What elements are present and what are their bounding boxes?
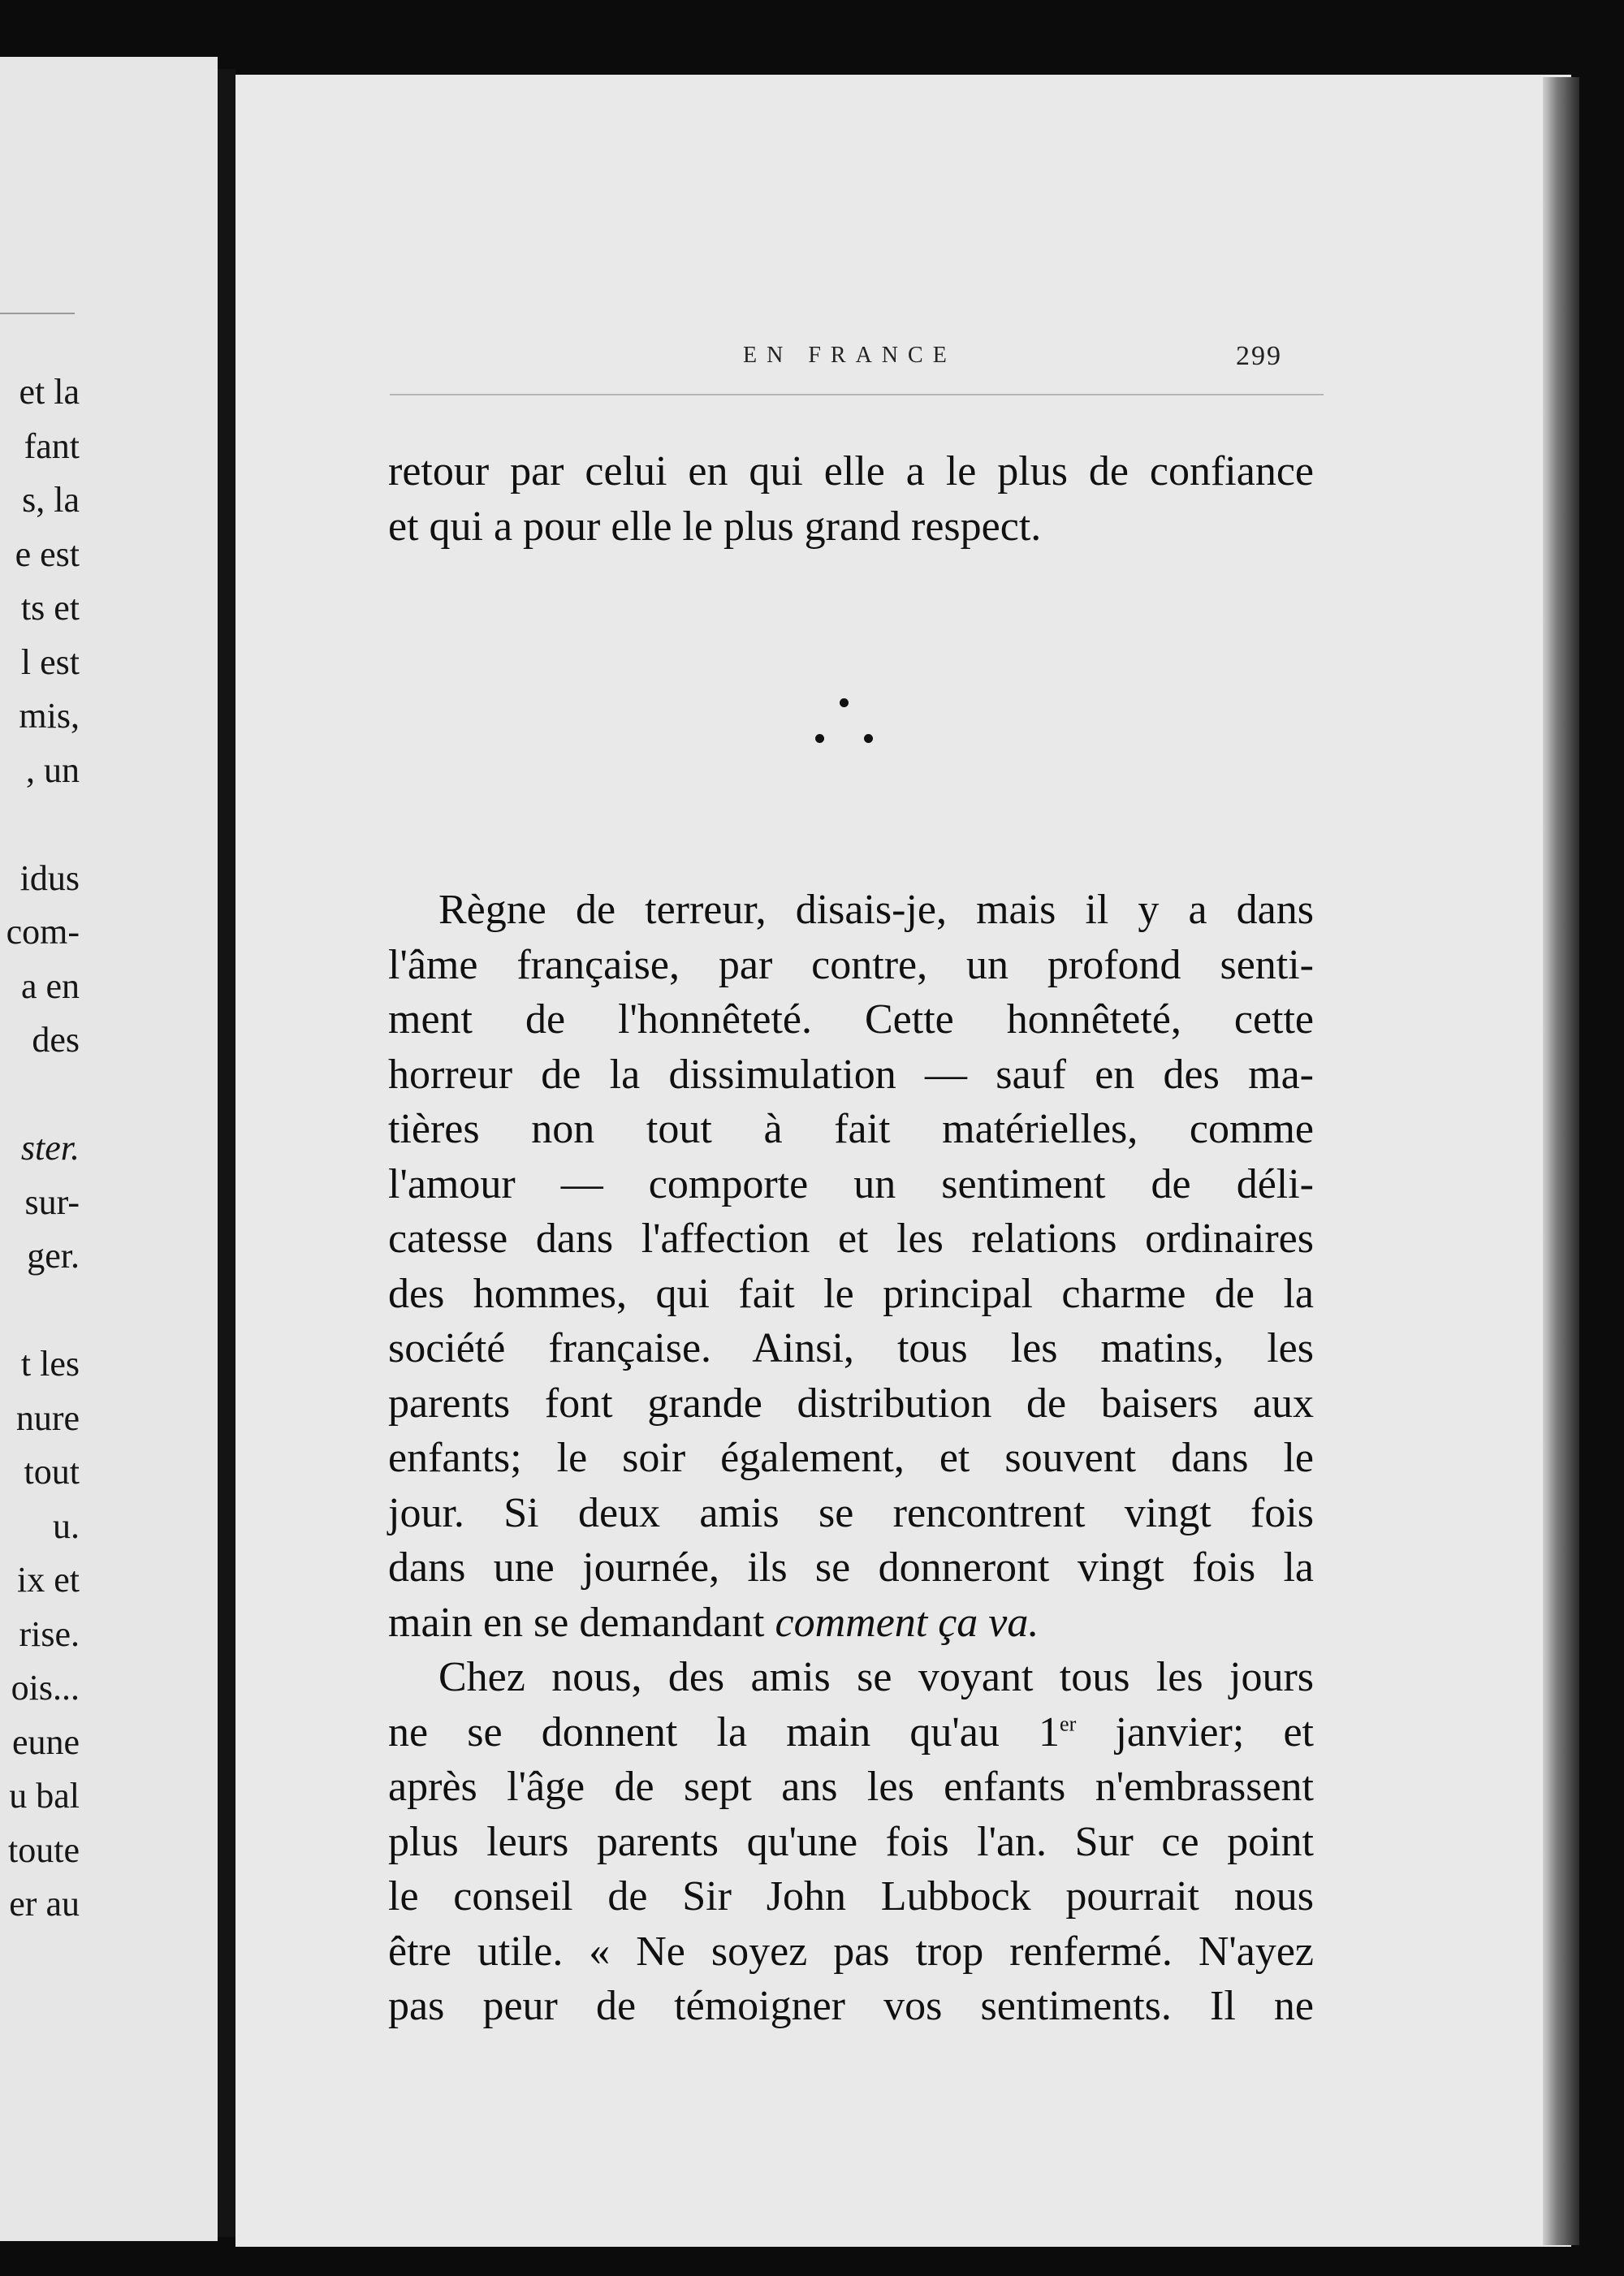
page-number: 299 — [1236, 341, 1282, 371]
left-page-line-fragment: t les — [20, 1344, 80, 1384]
text-line: le conseil de Sir John Lubbock pourrait nous — [388, 1873, 1314, 1920]
text-line: après l'âge de sept ans les enfants n'embrassent — [388, 1764, 1314, 1810]
text-line: enfants; le soir également, et souvent dans le — [388, 1435, 1314, 1481]
text-line: Chez nous, des amis se voyant tous les jours — [438, 1654, 1314, 1700]
left-page-line-fragment: com- — [6, 912, 80, 952]
left-page-line-fragment: a en — [20, 965, 80, 1006]
text-line: société française. Ainsi, tous les matins, les — [388, 1325, 1314, 1371]
left-page-line-fragment: et la — [19, 372, 80, 412]
left-page-line-fragment: , un — [26, 749, 80, 790]
left-page-line-fragment: s, la — [22, 480, 80, 520]
left-page-line-fragment: idus — [19, 857, 80, 898]
asterism-separator — [804, 692, 885, 757]
text-line: parents font grande distribution de baisers aux — [388, 1380, 1314, 1427]
text-line — [388, 1705, 1314, 1760]
header-rule — [390, 394, 1324, 395]
left-page-line-fragment: ts et — [20, 588, 80, 628]
text-line: dans une journée, ils se donneront vingt fois la — [388, 1544, 1314, 1591]
left-page-line-fragment: toute — [8, 1829, 80, 1870]
text-line-prefix: main en se demandant — [388, 1599, 775, 1646]
text-line: tières non tout à fait matérielles, comme — [388, 1106, 1314, 1152]
left-page-line-fragment: er au — [9, 1884, 80, 1924]
left-page-line-fragment: sur- — [24, 1181, 80, 1222]
text-line: l'âme française, par contre, un profond senti- — [388, 941, 1314, 988]
left-page-line-fragment: tout — [24, 1452, 80, 1492]
asterism-dot — [840, 698, 849, 707]
left-page-line-fragment: l est — [20, 641, 80, 682]
left-page-line-fragment: ster. — [20, 1128, 80, 1168]
main-text — [388, 883, 1314, 2034]
left-page-line-fragment: u. — [53, 1505, 80, 1546]
paragraph-continuation — [388, 444, 1314, 554]
asterism-dot — [864, 734, 873, 743]
left-page-line-fragment: ger. — [27, 1236, 80, 1276]
text-line: plus leurs parents qu'une fois l'an. Sur ce point — [388, 1818, 1314, 1865]
text-line: des hommes, qui fait le principal charme de la — [388, 1270, 1314, 1317]
left-page-line-fragment: fant — [24, 425, 80, 466]
left-page-line-fragment: mis, — [19, 696, 80, 736]
text-line — [388, 1596, 1314, 1651]
text-line: Règne de terreur, disais-je, mais il y a dans — [438, 887, 1314, 933]
right-page — [235, 75, 1571, 2247]
running-head-text: EN FRANCE — [743, 343, 957, 368]
left-page-line-fragment: ois... — [11, 1668, 80, 1708]
text-line: jour. Si deux amis se rencontrent vingt fois — [388, 1489, 1314, 1536]
left-page-line-fragment: eune — [11, 1721, 80, 1762]
left-page-line-fragment: e est — [15, 533, 80, 574]
text-fragment: janvier; et — [1076, 1708, 1314, 1756]
book-gutter — [218, 69, 235, 2237]
text-line: et qui a pour elle le plus grand respect. — [388, 503, 1042, 550]
left-page — [0, 57, 218, 2241]
text-line: retour par celui en qui elle a le plus de confiance — [388, 448, 1314, 495]
asterism-dot — [815, 734, 824, 743]
text-line: horreur de la dissimulation — sauf en des ma- — [388, 1051, 1314, 1098]
left-page-header-rule — [0, 313, 75, 314]
italic-phrase: comment ça va. — [775, 1599, 1039, 1646]
left-page-line-fragment: nure — [15, 1397, 80, 1438]
left-page-line-fragment: des — [32, 1020, 80, 1060]
text-line: être utile. « Ne soyez pas trop renfermé. N'ayez — [388, 1928, 1314, 1975]
text-line: l'amour — comporte un sentiment de déli- — [388, 1160, 1314, 1207]
left-page-line-fragment: u bal — [9, 1776, 80, 1816]
text-line: pas peur de témoigner vos sentiments. Il ne — [388, 1983, 1314, 2029]
text-fragment: ne se donnent la main qu'au 1 — [388, 1708, 1060, 1756]
ordinal-superscript: er — [1060, 1712, 1077, 1736]
left-page-line-fragment: rise. — [19, 1613, 80, 1654]
text-line: ment de l'honnêteté. Cette honnêteté, cette — [388, 996, 1314, 1043]
text-line: catesse dans l'affection et les relations ordinaires — [388, 1216, 1314, 1262]
left-page-line-fragment: ix et — [17, 1560, 80, 1600]
page-edge-shadow — [1543, 77, 1579, 2245]
